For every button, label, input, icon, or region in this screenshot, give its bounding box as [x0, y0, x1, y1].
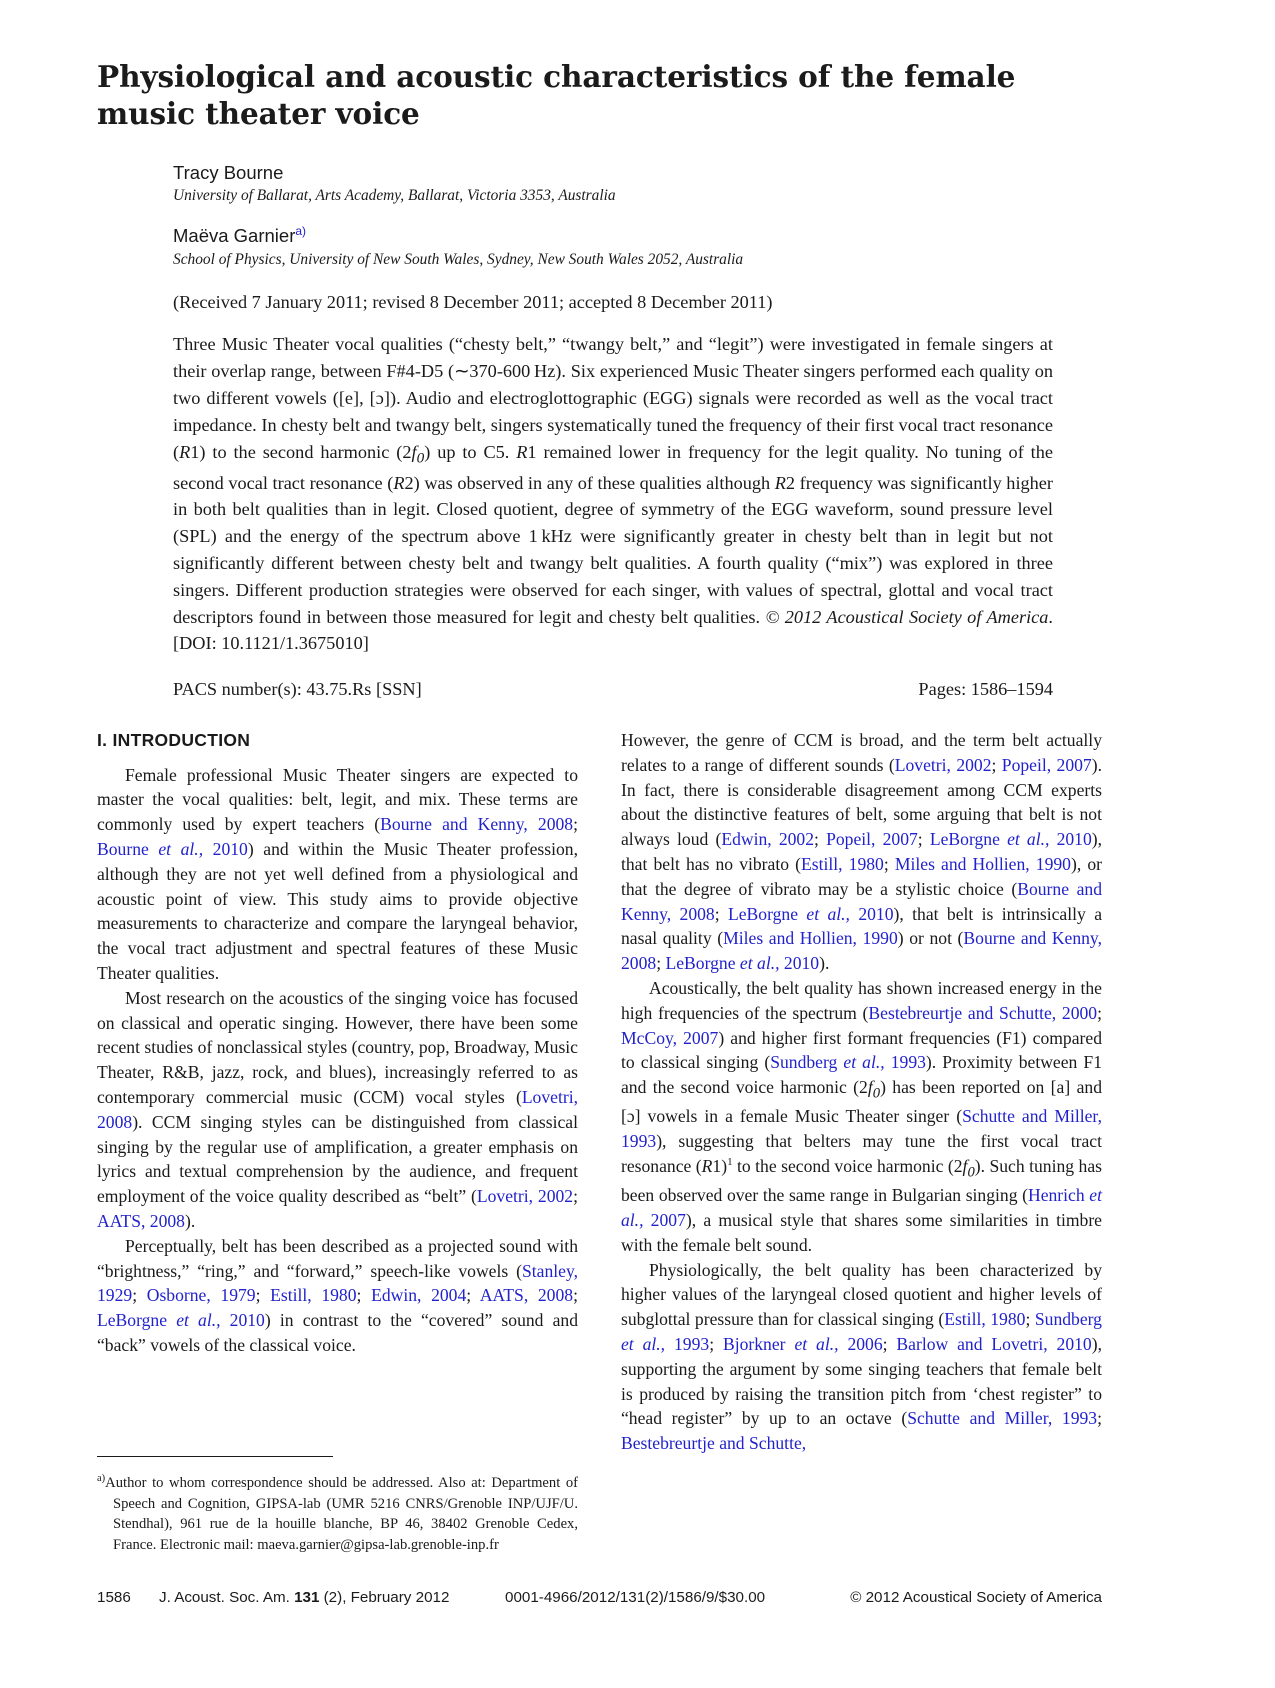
- r1-text-a: However, the genre of CCM is broad, and the term belt actually relates to a range of different sounds (: [621, 730, 1102, 775]
- citation-year: 2010: [220, 1310, 265, 1331]
- abstract-text-5: 2) was observed in any of these qualities although: [404, 472, 775, 493]
- r2-text-c: ). Proximity between F1 and the second voice harmonic (2: [621, 1052, 1102, 1098]
- citation-link[interactable]: Miles and Hollien, 1990: [723, 928, 898, 949]
- r3-sep-b: ;: [709, 1333, 723, 1354]
- citation-etal: et al.,: [158, 839, 204, 860]
- paper-header: [97, 58, 1102, 700]
- r2-text-d: ) has been reported on [a] and [ɔ] vowels in a female Music Theater singer (: [621, 1077, 1102, 1127]
- pacs-pages-line: [173, 679, 1053, 700]
- footnote-divider: [97, 1456, 333, 1457]
- citation-link[interactable]: Lovetri, 2002: [894, 754, 992, 775]
- footer-page-number: 1586: [97, 1589, 131, 1606]
- citation-link[interactable]: AATS, 2008: [97, 1211, 185, 1232]
- abstract-doi[interactable]: . [DOI: 10.1121/1.3675010]: [173, 606, 1053, 654]
- citation-link[interactable]: [665, 953, 819, 973]
- citation-link[interactable]: Estill, 1980: [944, 1309, 1026, 1330]
- p3-sep-b: ;: [255, 1285, 271, 1306]
- citation-link[interactable]: [728, 904, 894, 924]
- citation-year: 1993: [884, 1052, 926, 1073]
- citation-link[interactable]: Osborne, 1979: [146, 1285, 256, 1306]
- r3-text-b: ), supporting the argument by some singing teachers that female belt is produced by raising the transition pitch from ‘chest register” to “head register” by up to an octave (: [621, 1333, 1102, 1429]
- r2-var-f0: f: [867, 1077, 873, 1098]
- page-range: Pages: 1586–1594: [918, 679, 1053, 700]
- p3-sep-c: ;: [356, 1285, 372, 1306]
- abstract-var-r1b: R: [516, 441, 528, 462]
- abstract-text-3: ) up to C5.: [424, 441, 517, 462]
- footnote-block: [97, 1456, 578, 1556]
- citation-link[interactable]: Lovetri, 2008: [97, 1087, 578, 1132]
- citation-link[interactable]: Popeil, 2007: [826, 829, 918, 850]
- p3-sep-d: ;: [466, 1285, 480, 1306]
- p3-sep-e: ;: [573, 1285, 578, 1306]
- citation-link[interactable]: Estill, 1980: [270, 1285, 357, 1306]
- citation-year: 2010: [849, 903, 894, 924]
- r1-text-e: ), that belt is intrinsically a nasal quality (: [621, 903, 1102, 949]
- footnote-reference[interactable]: 1: [727, 1156, 733, 1169]
- paragraph-3: [97, 1234, 578, 1358]
- footnote-marker-link[interactable]: a): [295, 224, 307, 239]
- p3-text-a: Perceptually, belt has been described as a projected sound with “brightness,” “ring,” and “forward,” speech-like vowels (: [97, 1235, 578, 1281]
- footnote-marker: a): [97, 1473, 106, 1485]
- pacs-number: PACS number(s): 43.75.Rs [SSN]: [173, 679, 422, 700]
- r1-text-b: ). In fact, there is considerable disagreement among CCM experts about the distinctive features of belt, some arguing that belt is not always loud (: [621, 754, 1102, 850]
- r3-sep-d: ;: [1097, 1408, 1102, 1429]
- citation-etal: et al.,: [794, 1333, 839, 1354]
- citation-year: 2010: [203, 839, 248, 860]
- footer-volume: 131: [294, 1589, 320, 1606]
- footer-journal-suffix: (2), February 2012: [319, 1589, 450, 1606]
- r3-sep-c: ;: [882, 1333, 897, 1354]
- abstract-sub-f0a: 0: [416, 449, 425, 467]
- author-spacer: [173, 206, 1102, 224]
- footer-journal-reference: [159, 1589, 505, 1606]
- r2-sub-f0b: 0: [967, 1164, 975, 1181]
- footnote-text: [97, 1473, 578, 1556]
- abstract-var-r2b: R: [774, 472, 786, 493]
- abstract-text-6: 2 frequency was significantly higher in both belt qualities than in legit. Closed quotient, degree of symmetry of the EGG waveform, sound pressure level (SPL) and the energy of the spectrum above 1 kHz were significantly greater in chesty belt than in legit but not significantly different between chesty belt and twangy belt qualities. A fourth quality (“mix”) was explored in three singers. Different production strategies were observed for each singer, with values of spectral, glottal and vocal tract descriptors found in between those measured for legit and chesty belt qualities.: [173, 472, 1054, 627]
- author-block: [173, 161, 1102, 269]
- abstract-text-1: Three Music Theater vocal qualities (“chesty belt,” “twangy belt,” and “legit”) were investigated in female singers at their overlap range, between F#4-D5 (∼370-600 Hz). Six experienced Music Theater singers performed each quality on two different vowels ([e], [ɔ]). Audio and electroglottographic (EGG) signals were recorded as well as the vocal tract impedance. In chesty belt and twangy belt, singers systematically tuned the frequency of their first vocal tract resonance (: [173, 334, 1053, 462]
- abstract: [173, 331, 1053, 657]
- p1-text-a: Female professional Music Theater singers are expected to master the vocal qualities: belt, legit, and mix. These terms are commonly used by expert teachers (: [97, 764, 578, 835]
- citation-link[interactable]: Schutte and Miller, 1993: [621, 1106, 1102, 1152]
- author-name-1: [173, 161, 1102, 184]
- footer-journal-prefix: J. Acoust. Soc. Am.: [159, 1589, 295, 1606]
- citation-link[interactable]: Estill, 1980: [801, 853, 884, 874]
- citation-etal: et al.,: [621, 1333, 666, 1354]
- citation-author: LeBorgne: [728, 903, 807, 924]
- r2-text-f: to the second voice harmonic (2: [732, 1155, 963, 1176]
- citation-link[interactable]: Bourne and Kenny, 2008: [621, 928, 1102, 974]
- citation-etal: et al.,: [843, 1052, 885, 1073]
- p1-text-b: ) and within the Music Theater profession, although they are not yet well defined from a physiological and acoustic point of view. This study aims to provide objective measurements to characterize and compare the laryngeal behavior, the vocal tract adjustment and spectral features of these Music Theater qualities.: [97, 839, 578, 984]
- author-name-1-text: Tracy Bourne: [173, 162, 284, 184]
- citation-year: 1993: [665, 1333, 710, 1354]
- r1-text-f: ) or not (: [897, 928, 964, 949]
- r2-text-e: ), suggesting that belters may tune the first vocal tract resonance (: [621, 1131, 1102, 1176]
- citation-author: LeBorgne: [97, 1310, 177, 1331]
- citation-author: LeBorgne: [665, 953, 740, 974]
- abstract-var-r1a: R: [179, 441, 191, 462]
- citation-link[interactable]: Stanley, 1929: [97, 1260, 578, 1306]
- citation-link[interactable]: Bestebreurtje and Schutte, 2000: [868, 1002, 1098, 1023]
- body-columns: [97, 728, 1102, 1508]
- p2-sep-2: ;: [573, 1186, 578, 1207]
- footnote-body: Author to whom correspondence should be addressed. Also at: Department of Speech and Cognition, GIPSA-lab (UMR 5216 CNRS/Grenoble INP/UJF/U. Stendhal), 961 rue de la houille blanche, BP 46, 38402 Grenoble Cedex, France. Electronic mail: maeva.garnier@gipsa-lab.grenoble-inp.fr: [105, 1475, 578, 1554]
- citation-author: Bjorkner: [722, 1333, 795, 1354]
- citation-link[interactable]: Schutte and Miller, 1993: [907, 1408, 1098, 1429]
- abstract-text-4: 1 remained lower in frequency for the legit quality. No tuning of the second vocal tract resonance (: [173, 441, 1054, 493]
- r2-after-r1: 1): [712, 1155, 728, 1176]
- citation-year: 2007: [643, 1209, 686, 1230]
- page-title: Physiological and acoustic characteristics of the female music theater voice: [97, 59, 1016, 132]
- citation-link[interactable]: AATS, 2008: [479, 1285, 574, 1306]
- citation-link[interactable]: [97, 839, 248, 859]
- r1-text-g: ).: [819, 953, 830, 974]
- r3-text-a: Physiologically, the belt quality has been characterized by higher values of the laryngeal closed quotient and higher levels of subglottal pressure than for classical singing (: [621, 1259, 1102, 1330]
- r2-sep-a: ;: [1097, 1002, 1102, 1023]
- p2-text-a: Most research on the acoustics of the singing voice has focused on classical and operatic singing. However, there have been some recent studies of nonclassical styles (country, pop, Broadway, Music Theater, R&B, jazz, rock, and blues), increasingly referred to as contemporary commercial music (CCM) vocal styles (: [97, 987, 578, 1108]
- r1-sep-c: ;: [917, 829, 930, 850]
- citation-link[interactable]: Lovetri, 2002: [476, 1186, 574, 1207]
- p2-text-b: ). CCM singing styles can be distinguished from classical singing by the regular use of amplification, a greater emphasis on lyrics and textual comprehension by the audience, and frequent employment of the voice quality described as “belt” (: [97, 1111, 578, 1207]
- citation-link[interactable]: [97, 1310, 265, 1330]
- paragraph-1: [97, 763, 578, 986]
- r2-text-h: ), a musical style that shares some similarities in timbre with the female belt sound.: [621, 1209, 1102, 1255]
- citation-link[interactable]: Barlow and Lovetri, 2010: [896, 1333, 1092, 1354]
- p3-sep-a: ;: [132, 1285, 147, 1306]
- p1-sep-1: ;: [573, 814, 578, 835]
- citation-etal: et al.,: [621, 1185, 1102, 1230]
- abstract-copyright: © 2012 Acoustical Society of America: [765, 606, 1049, 627]
- citation-link[interactable]: McCoy, 2007: [621, 1027, 719, 1048]
- paragraph-6: [621, 1258, 1102, 1456]
- citation-link[interactable]: [770, 1052, 926, 1072]
- citation-link[interactable]: Popeil, 2007: [1001, 754, 1092, 775]
- paragraph-2: [97, 986, 578, 1234]
- r1-text-d: ), or that the degree of vibrato may be a stylistic choice (: [621, 853, 1102, 899]
- r1-sep-e: ;: [714, 903, 728, 924]
- r1-text-c: ), that belt has no vibrato (: [621, 829, 1103, 874]
- citation-year: 2010: [1049, 829, 1092, 850]
- citation-year: 2006: [838, 1333, 883, 1354]
- r1-sep-b: ;: [814, 829, 827, 850]
- author-name-2: [173, 224, 1102, 247]
- citation-year: 2010: [779, 953, 820, 974]
- footer-issn-line: 0001-4966/2012/131(2)/1586/9/$30.00: [505, 1589, 766, 1606]
- citation-author: LeBorgne: [929, 829, 1008, 850]
- paragraph-5: [621, 976, 1102, 1258]
- section-heading-introduction: I. INTRODUCTION: [97, 730, 251, 750]
- citation-link[interactable]: Edwin, 2004: [371, 1285, 467, 1306]
- citation-link[interactable]: Edwin, 2002: [721, 829, 815, 850]
- citation-author: Sundberg: [1034, 1309, 1102, 1330]
- page-footer: [97, 1589, 1102, 1606]
- right-column: [621, 728, 1102, 1456]
- citation-link[interactable]: Bourne and Kenny, 2008: [380, 814, 574, 835]
- r1-sep-a: ;: [991, 754, 1002, 775]
- p3-text-b: ) in contrast to the “covered” sound and “back” vowels of the classical voice.: [97, 1310, 579, 1355]
- r2-sub-f0: 0: [872, 1085, 881, 1102]
- author-name-2-text: Maëva Garnier: [173, 225, 296, 247]
- citation-etal: et al.,: [1007, 829, 1050, 850]
- citation-link[interactable]: Bestebreurtje and Schutte,: [621, 1433, 807, 1454]
- citation-link[interactable]: [723, 1334, 883, 1354]
- r2-var-r1: R: [701, 1155, 713, 1176]
- citation-etal: et al.,: [739, 953, 780, 974]
- r2-text-g: ). Such tuning has been observed over the same range in Bulgarian singing (: [621, 1155, 1103, 1206]
- r1-sep-f: ;: [656, 953, 666, 974]
- abstract-var-r2a: R: [393, 472, 405, 493]
- left-column: [97, 728, 578, 1358]
- r2-text-b: ) and higher first formant frequencies (F1) compared to classical singing (: [621, 1027, 1102, 1073]
- citation-author: Bourne: [97, 839, 159, 860]
- abstract-var-f0a: f: [411, 441, 417, 462]
- footer-copyright: © 2012 Acoustical Society of America: [850, 1589, 1102, 1606]
- citation-etal: et al.,: [176, 1310, 221, 1331]
- citation-link[interactable]: [930, 829, 1092, 849]
- author-affiliation-1: University of Ballarat, Arts Academy, Ballarat, Victoria 3353, Australia: [173, 187, 616, 205]
- citation-author: Henrich: [1028, 1185, 1090, 1206]
- r3-sep-a: ;: [1025, 1309, 1035, 1330]
- r2-text-a: Acoustically, the belt quality has shown increased energy in the high frequencies of the spectrum (: [621, 977, 1102, 1023]
- p2-text-c: ).: [184, 1211, 196, 1232]
- received-line: (Received 7 January 2011; revised 8 December 2011; accepted 8 December 2011): [173, 291, 773, 312]
- r1-sep-d: ;: [883, 853, 895, 874]
- r2-var-f0b: f: [962, 1155, 968, 1176]
- author-affiliation-2: School of Physics, University of New South Wales, Sydney, New South Wales 2052, Australia: [173, 250, 744, 268]
- citation-etal: et al.,: [806, 903, 850, 924]
- citation-link[interactable]: Bourne and Kenny, 2008: [621, 878, 1102, 924]
- citation-link[interactable]: Miles and Hollien, 1990: [894, 853, 1071, 874]
- paragraph-4: [621, 728, 1102, 976]
- abstract-text-2: 1) to the second harmonic (2: [190, 441, 412, 462]
- citation-author: Sundberg: [770, 1052, 844, 1073]
